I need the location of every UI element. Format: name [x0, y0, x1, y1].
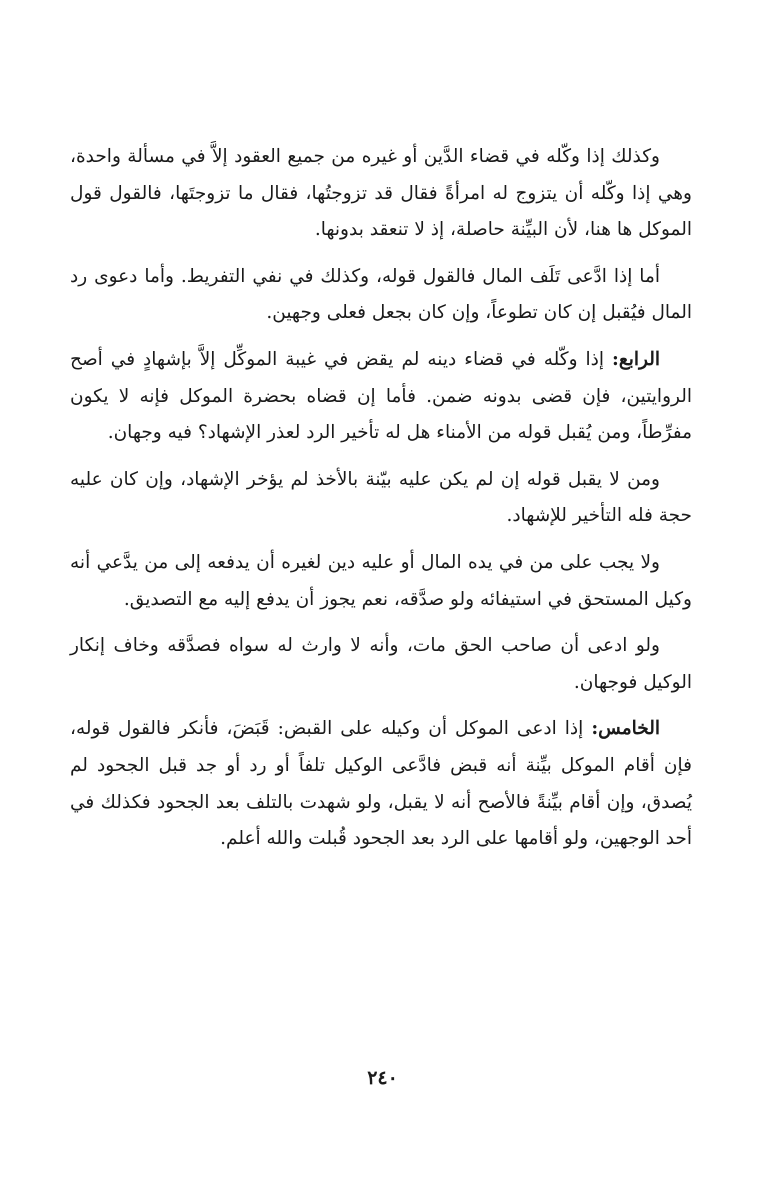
page-number: ٢٤٠ [367, 1067, 398, 1089]
paragraph-4 [70, 462, 692, 535]
paragraph-text: ولا يجب على من في يده المال أو عليه دين لغيره أن يدفعه إلى من يدَّعي أنه وكيل المستحق في استيفائه ولو صدَّقه، نعم يجوز أن يدفع إليه مع التصديق. [70, 551, 692, 610]
text-body [70, 139, 692, 868]
paragraph-text: إذا وكّله في قضاء دينه لم يقض في غيبة الموكِّل إلاَّ بإشهادٍ في أصح الروايتين، فإن قضى بدونه ضمن. فأما إن قضاه بحضرة الموكل فإنه لا يكون مفرِّطاً، ومن يُقبل قوله من الأمناء هل له تأخير الرد لعذر الإشهاد؟ فيه وجهان. [70, 348, 692, 444]
paragraph-text: إذا ادعى الموكل أن وكيله على القبض: قَبَضَ، فأنكر فالقول قوله، فإن أقام الموكل بيِّنة أنه قبض فادَّعى الوكيل تلفاً أو رد أو جد قبل الجحود لم يُصدق، وإن أقام بيِّنةً فالأصح أنه لا يقبل، ولو شهدت بالتلف بعد الجحود فكذلك في أحد الوجهين، ولو أقامها على الرد بعد الجحود قُبلت والله أعلم. [70, 718, 692, 850]
paragraph-7 [70, 711, 692, 857]
paragraph-5 [70, 545, 692, 618]
paragraph-3 [70, 342, 692, 452]
paragraph-2 [70, 259, 692, 332]
paragraph-text: أما إذا ادَّعى تَلَف المال فالقول قوله، وكذلك في نفي التفريط. وأما دعوى رد المال فيُقبل إن كان تطوعاً، وإن كان بجعل فعلى وجهين. [70, 265, 692, 324]
paragraph-text: ولو ادعى أن صاحب الحق مات، وأنه لا وارث له سواه فصدَّقه وخاف إنكار الوكيل فوجهان. [70, 635, 692, 693]
paragraph-text: ومن لا يقبل قوله إن لم يكن عليه بيّنة بالأخذ لم يؤخر الإشهاد، وإن كان عليه حجة فله التأخير للإشهاد. [70, 468, 692, 527]
paragraph-text: وكذلك إذا وكّله في قضاء الدَّين أو غيره من جميع العقود إلاَّ في مسألة واحدة، وهي إذا وكّله أن يتزوج له امرأةً فقال قد تزوجتُها، فقال ما تزوجتَها، فالقول قول الموكل ها هنا، لأن البيِّنة حاصلة، إذ لا تنعقد بدونها. [70, 146, 692, 241]
section-label: الرابع: [612, 348, 660, 370]
section-label: الخامس: [591, 718, 660, 740]
paragraph-1 [70, 139, 692, 249]
paragraph-6 [70, 628, 692, 701]
